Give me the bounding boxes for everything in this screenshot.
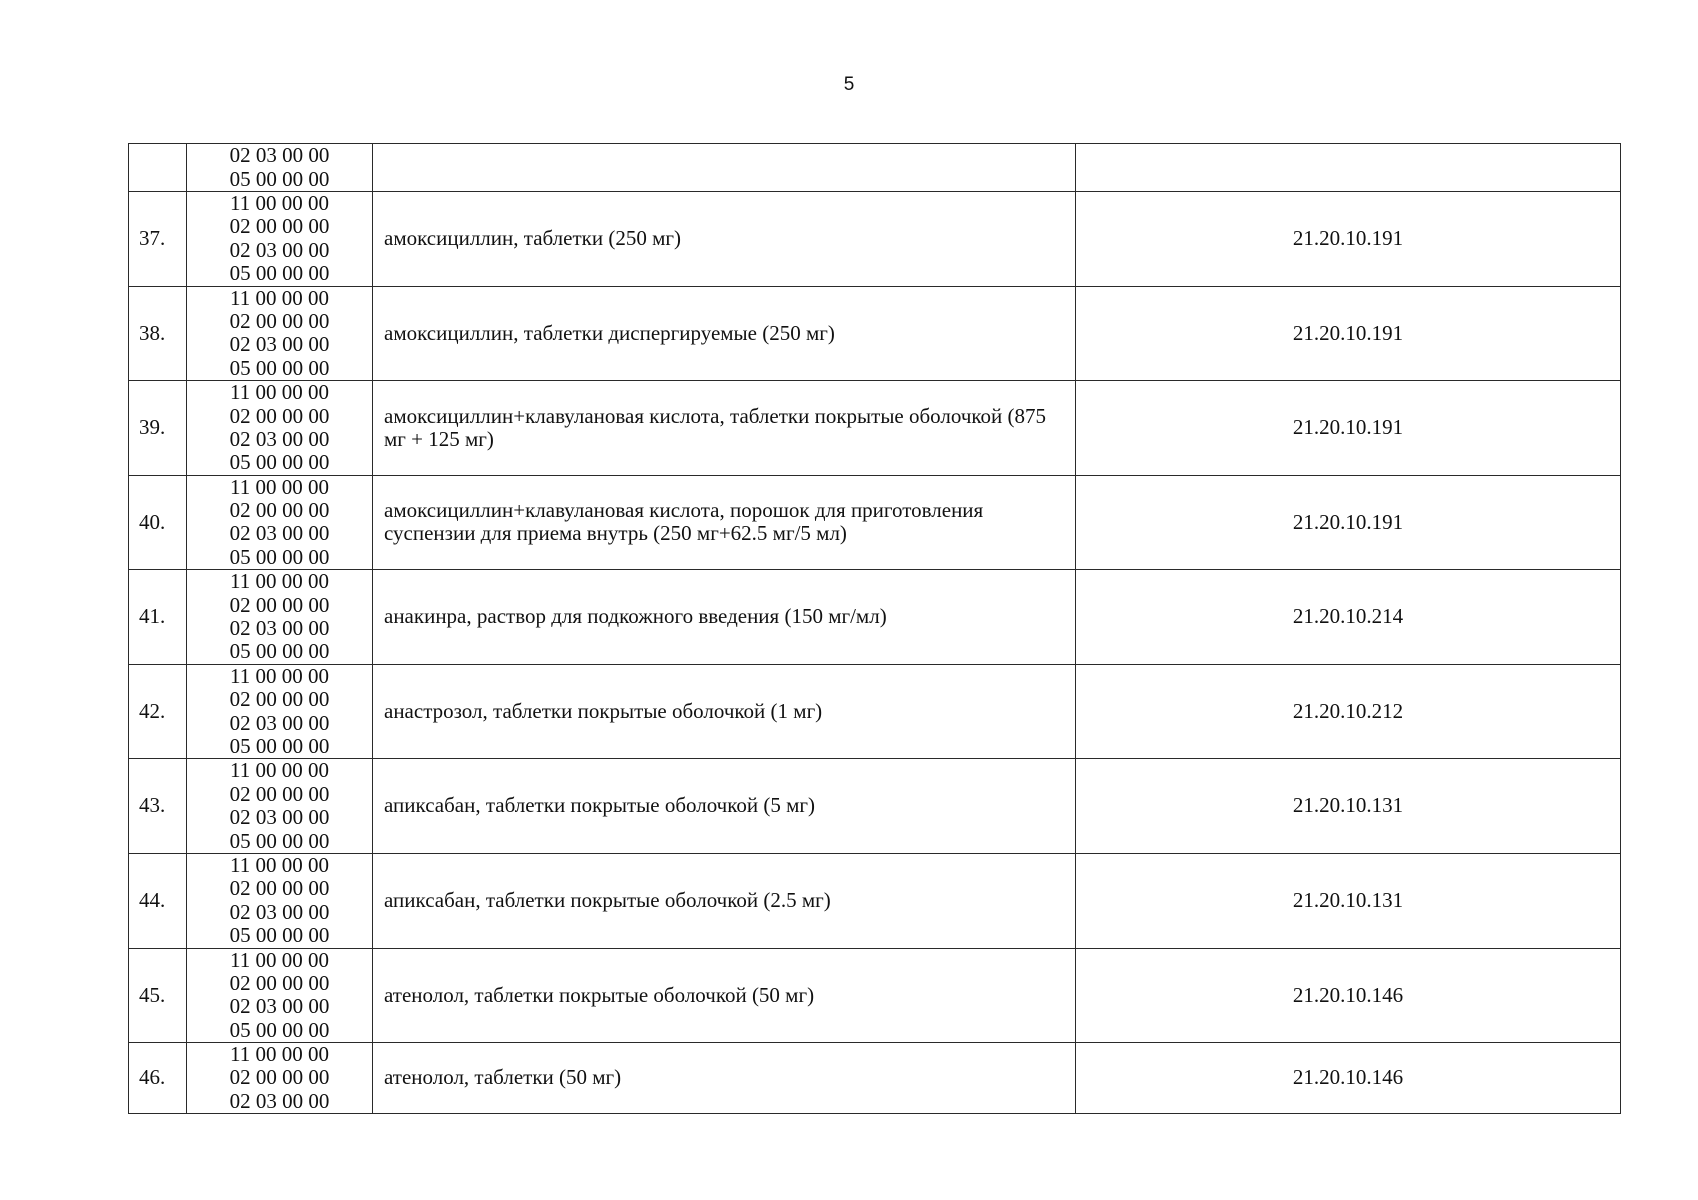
code-line: 02 00 00 00 [229, 403, 330, 428]
code-line: 02 03 00 00 [229, 143, 330, 168]
okpd-code: 21.20.10.146 [1076, 1043, 1621, 1114]
drug-name: амоксициллин+клавулановая кислота, порошок для приготовления суспензии для приема внутрь (250 мг+62.5 мг/5 мл) [373, 475, 1076, 570]
code-line: 02 03 00 00 [229, 521, 330, 546]
table-row [129, 286, 1621, 381]
row-number: 41. [129, 570, 187, 665]
row-codes [187, 853, 373, 948]
row-codes [187, 948, 373, 1043]
table-row [129, 1043, 1621, 1114]
code-line: 11 00 00 00 [230, 191, 329, 215]
code-line: 02 00 00 00 [229, 498, 330, 523]
table-row [129, 192, 1621, 287]
page-number: 5 [843, 74, 855, 95]
table-row [129, 664, 1621, 759]
table-row [129, 759, 1621, 854]
row-number: 39. [129, 381, 187, 476]
row-number: 38. [129, 286, 187, 381]
row-codes [187, 144, 373, 192]
code-line: 02 00 00 00 [229, 214, 330, 239]
code-line: 05 00 00 00 [229, 733, 330, 758]
drug-name: атенолол, таблетки (50 мг) [373, 1043, 1076, 1114]
table-row [129, 381, 1621, 476]
row-codes [187, 664, 373, 759]
drug-name: апиксабан, таблетки покрытые оболочкой (5 мг) [373, 759, 1076, 854]
drug-name: амоксициллин, таблетки (250 мг) [373, 192, 1076, 287]
code-line: 02 03 00 00 [229, 237, 330, 262]
code-line: 02 03 00 00 [229, 1088, 330, 1113]
row-number: 42. [129, 664, 187, 759]
code-line: 05 00 00 00 [229, 639, 330, 664]
code-line: 11 00 00 00 [230, 285, 329, 310]
okpd-code: 21.20.10.146 [1076, 948, 1621, 1043]
code-line: 11 00 00 00 [230, 947, 329, 972]
row-codes [187, 286, 373, 381]
code-line: 02 03 00 00 [229, 994, 330, 1019]
drug-name [373, 144, 1076, 192]
drug-name: амоксициллин+клавулановая кислота, таблетки покрытые оболочкой (875 мг + 125 мг) [373, 381, 1076, 476]
code-line: 05 00 00 00 [229, 828, 330, 853]
okpd-code: 21.20.10.191 [1076, 381, 1621, 476]
table-row [129, 570, 1621, 665]
drug-list-table [128, 143, 1621, 1114]
okpd-code: 21.20.10.131 [1076, 853, 1621, 948]
drug-name: амоксициллин, таблетки диспергируемые (250 мг) [373, 286, 1076, 381]
code-line: 11 00 00 00 [230, 663, 329, 688]
code-line: 02 03 00 00 [229, 805, 330, 830]
code-line: 05 00 00 00 [229, 544, 330, 569]
row-number: 46. [129, 1043, 187, 1114]
row-codes [187, 1043, 373, 1114]
code-line: 11 00 00 00 [230, 758, 329, 783]
code-line: 02 03 00 00 [229, 710, 330, 735]
code-line: 02 00 00 00 [229, 1065, 330, 1090]
code-line: 02 00 00 00 [229, 781, 330, 806]
row-number: 44. [129, 853, 187, 948]
row-codes [187, 192, 373, 287]
code-line: 05 00 00 00 [229, 166, 330, 191]
okpd-code [1076, 144, 1621, 192]
table-row [129, 144, 1621, 192]
okpd-code: 21.20.10.131 [1076, 759, 1621, 854]
okpd-code: 21.20.10.191 [1076, 286, 1621, 381]
code-line: 05 00 00 00 [229, 450, 330, 475]
drug-name: атенолол, таблетки покрытые оболочкой (50 мг) [373, 948, 1076, 1043]
drug-name: апиксабан, таблетки покрытые оболочкой (2.5 мг) [373, 853, 1076, 948]
code-line: 11 00 00 00 [230, 380, 329, 405]
row-codes [187, 759, 373, 854]
row-codes [187, 570, 373, 665]
code-line: 02 00 00 00 [229, 970, 330, 995]
row-codes [187, 381, 373, 476]
code-line: 02 03 00 00 [229, 616, 330, 641]
table-row [129, 853, 1621, 948]
code-line: 02 00 00 00 [229, 592, 330, 617]
row-number: 43. [129, 759, 187, 854]
code-line: 02 00 00 00 [229, 876, 330, 901]
code-line: 05 00 00 00 [229, 1017, 330, 1042]
drug-name: анакинра, раствор для подкожного введения (150 мг/мл) [373, 570, 1076, 665]
code-line: 05 00 00 00 [229, 923, 330, 948]
code-line: 02 00 00 00 [229, 687, 330, 712]
okpd-code: 21.20.10.214 [1076, 570, 1621, 665]
code-line: 02 03 00 00 [229, 426, 330, 451]
code-line: 05 00 00 00 [229, 261, 330, 286]
code-line: 05 00 00 00 [229, 355, 330, 380]
okpd-code: 21.20.10.191 [1076, 192, 1621, 287]
code-line: 02 03 00 00 [229, 332, 330, 357]
code-line: 11 00 00 00 [230, 474, 329, 499]
code-line: 02 00 00 00 [229, 308, 330, 333]
code-line: 11 00 00 00 [230, 1042, 329, 1067]
code-line: 11 00 00 00 [230, 852, 329, 877]
row-number: 45. [129, 948, 187, 1043]
okpd-code: 21.20.10.191 [1076, 475, 1621, 570]
drug-name: анастрозол, таблетки покрытые оболочкой (1 мг) [373, 664, 1076, 759]
row-number: 40. [129, 475, 187, 570]
row-codes [187, 475, 373, 570]
okpd-code: 21.20.10.212 [1076, 664, 1621, 759]
table-row [129, 475, 1621, 570]
code-line: 02 03 00 00 [229, 899, 330, 924]
code-line: 11 00 00 00 [230, 569, 329, 594]
row-number: 37. [129, 192, 187, 287]
row-number [129, 144, 187, 192]
table-row [129, 948, 1621, 1043]
